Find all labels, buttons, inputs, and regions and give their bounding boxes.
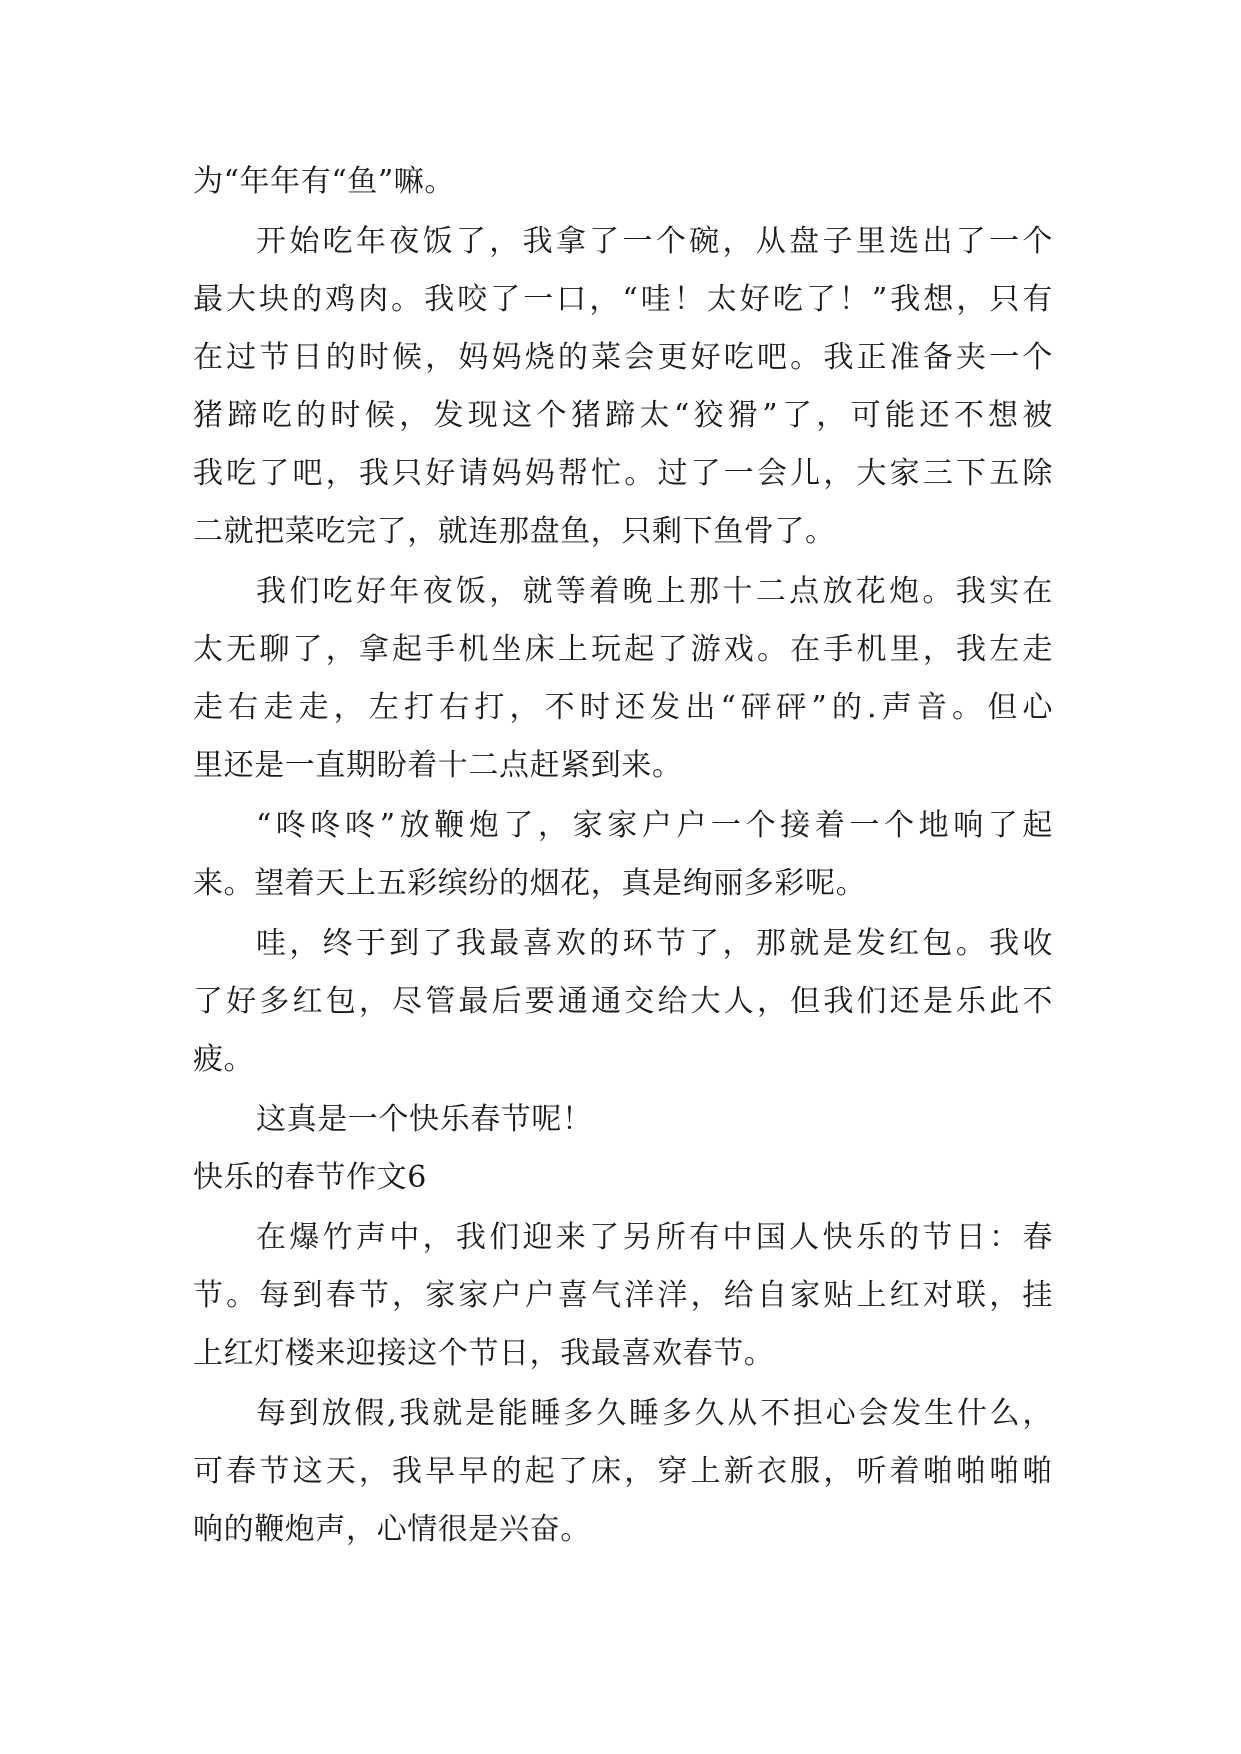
paragraph-first-line: “咚咚咚”放鞭炮了，家家户户一个接着一个地响了起 [256, 808, 1053, 843]
text-line: 二就把菜吃完了，就连那盘鱼，只剩下鱼骨了。 [193, 514, 836, 549]
paragraph-first-line: 在爆竹声中，我们迎来了另所有中国人快乐的节日：春 [256, 1220, 1053, 1255]
text-line: 猪蹄吃的时候，发现这个猪蹄太“狡猾”了，可能还不想被 [193, 398, 1053, 433]
text-line: 最大块的鸡肉。我咬了一口，“哇！太好吃了！”我想，只有 [193, 282, 1053, 317]
paragraph-first-line: 我们吃好年夜饭，就等着晚上那十二点放花炮。我实在 [256, 574, 1053, 609]
text-line: 上红灯楼来迎接这个节日，我最喜欢春节。 [193, 1336, 775, 1371]
text-line: 为“年年有“鱼”嘛。 [193, 164, 456, 199]
text-line: 响的鞭炮声，心情很是兴奋。 [193, 1512, 591, 1547]
text-line: 来。望着天上五彩缤纷的烟花，真是绚丽多彩呢。 [193, 866, 867, 901]
text-line: 可春节这天，我早早的起了床，穿上新衣服，听着啪啪啪啪 [193, 1454, 1053, 1489]
text-line: 了好多红包，尽管最后要通通交给大人，但我们还是乐此不 [193, 984, 1053, 1019]
text-line: 走右走走，左打右打，不时还发出“砰砰”的.声音。但心 [193, 690, 1053, 725]
text-line: 里还是一直期盼着十二点赶紧到来。 [193, 748, 683, 783]
text-line: 太无聊了，拿起手机坐床上玩起了游戏。在手机里，我左走 [193, 632, 1053, 667]
paragraph-first-line: 开始吃年夜饭了，我拿了一个碗，从盘子里选出了一个 [256, 224, 1053, 259]
paragraph-first-line: 每到放假,我就是能睡多久睡多久从不担心会发生什么， [256, 1396, 1053, 1431]
paragraph-first-line: 这真是一个快乐春节呢！ [256, 1102, 593, 1137]
text-line: 节。每到春节，家家户户喜气洋洋，给自家贴上红对联，挂 [193, 1278, 1053, 1313]
text-line: 疲。 [193, 1042, 255, 1077]
section-heading: 快乐的春节作文6 [193, 1160, 427, 1195]
paragraph-first-line: 哇，终于到了我最喜欢的环节了，那就是发红包。我收 [256, 926, 1053, 961]
text-line: 我吃了吧，我只好请妈妈帮忙。过了一会儿，大家三下五除 [193, 456, 1053, 491]
text-line: 在过节日的时候，妈妈烧的菜会更好吃吧。我正准备夹一个 [193, 340, 1053, 375]
